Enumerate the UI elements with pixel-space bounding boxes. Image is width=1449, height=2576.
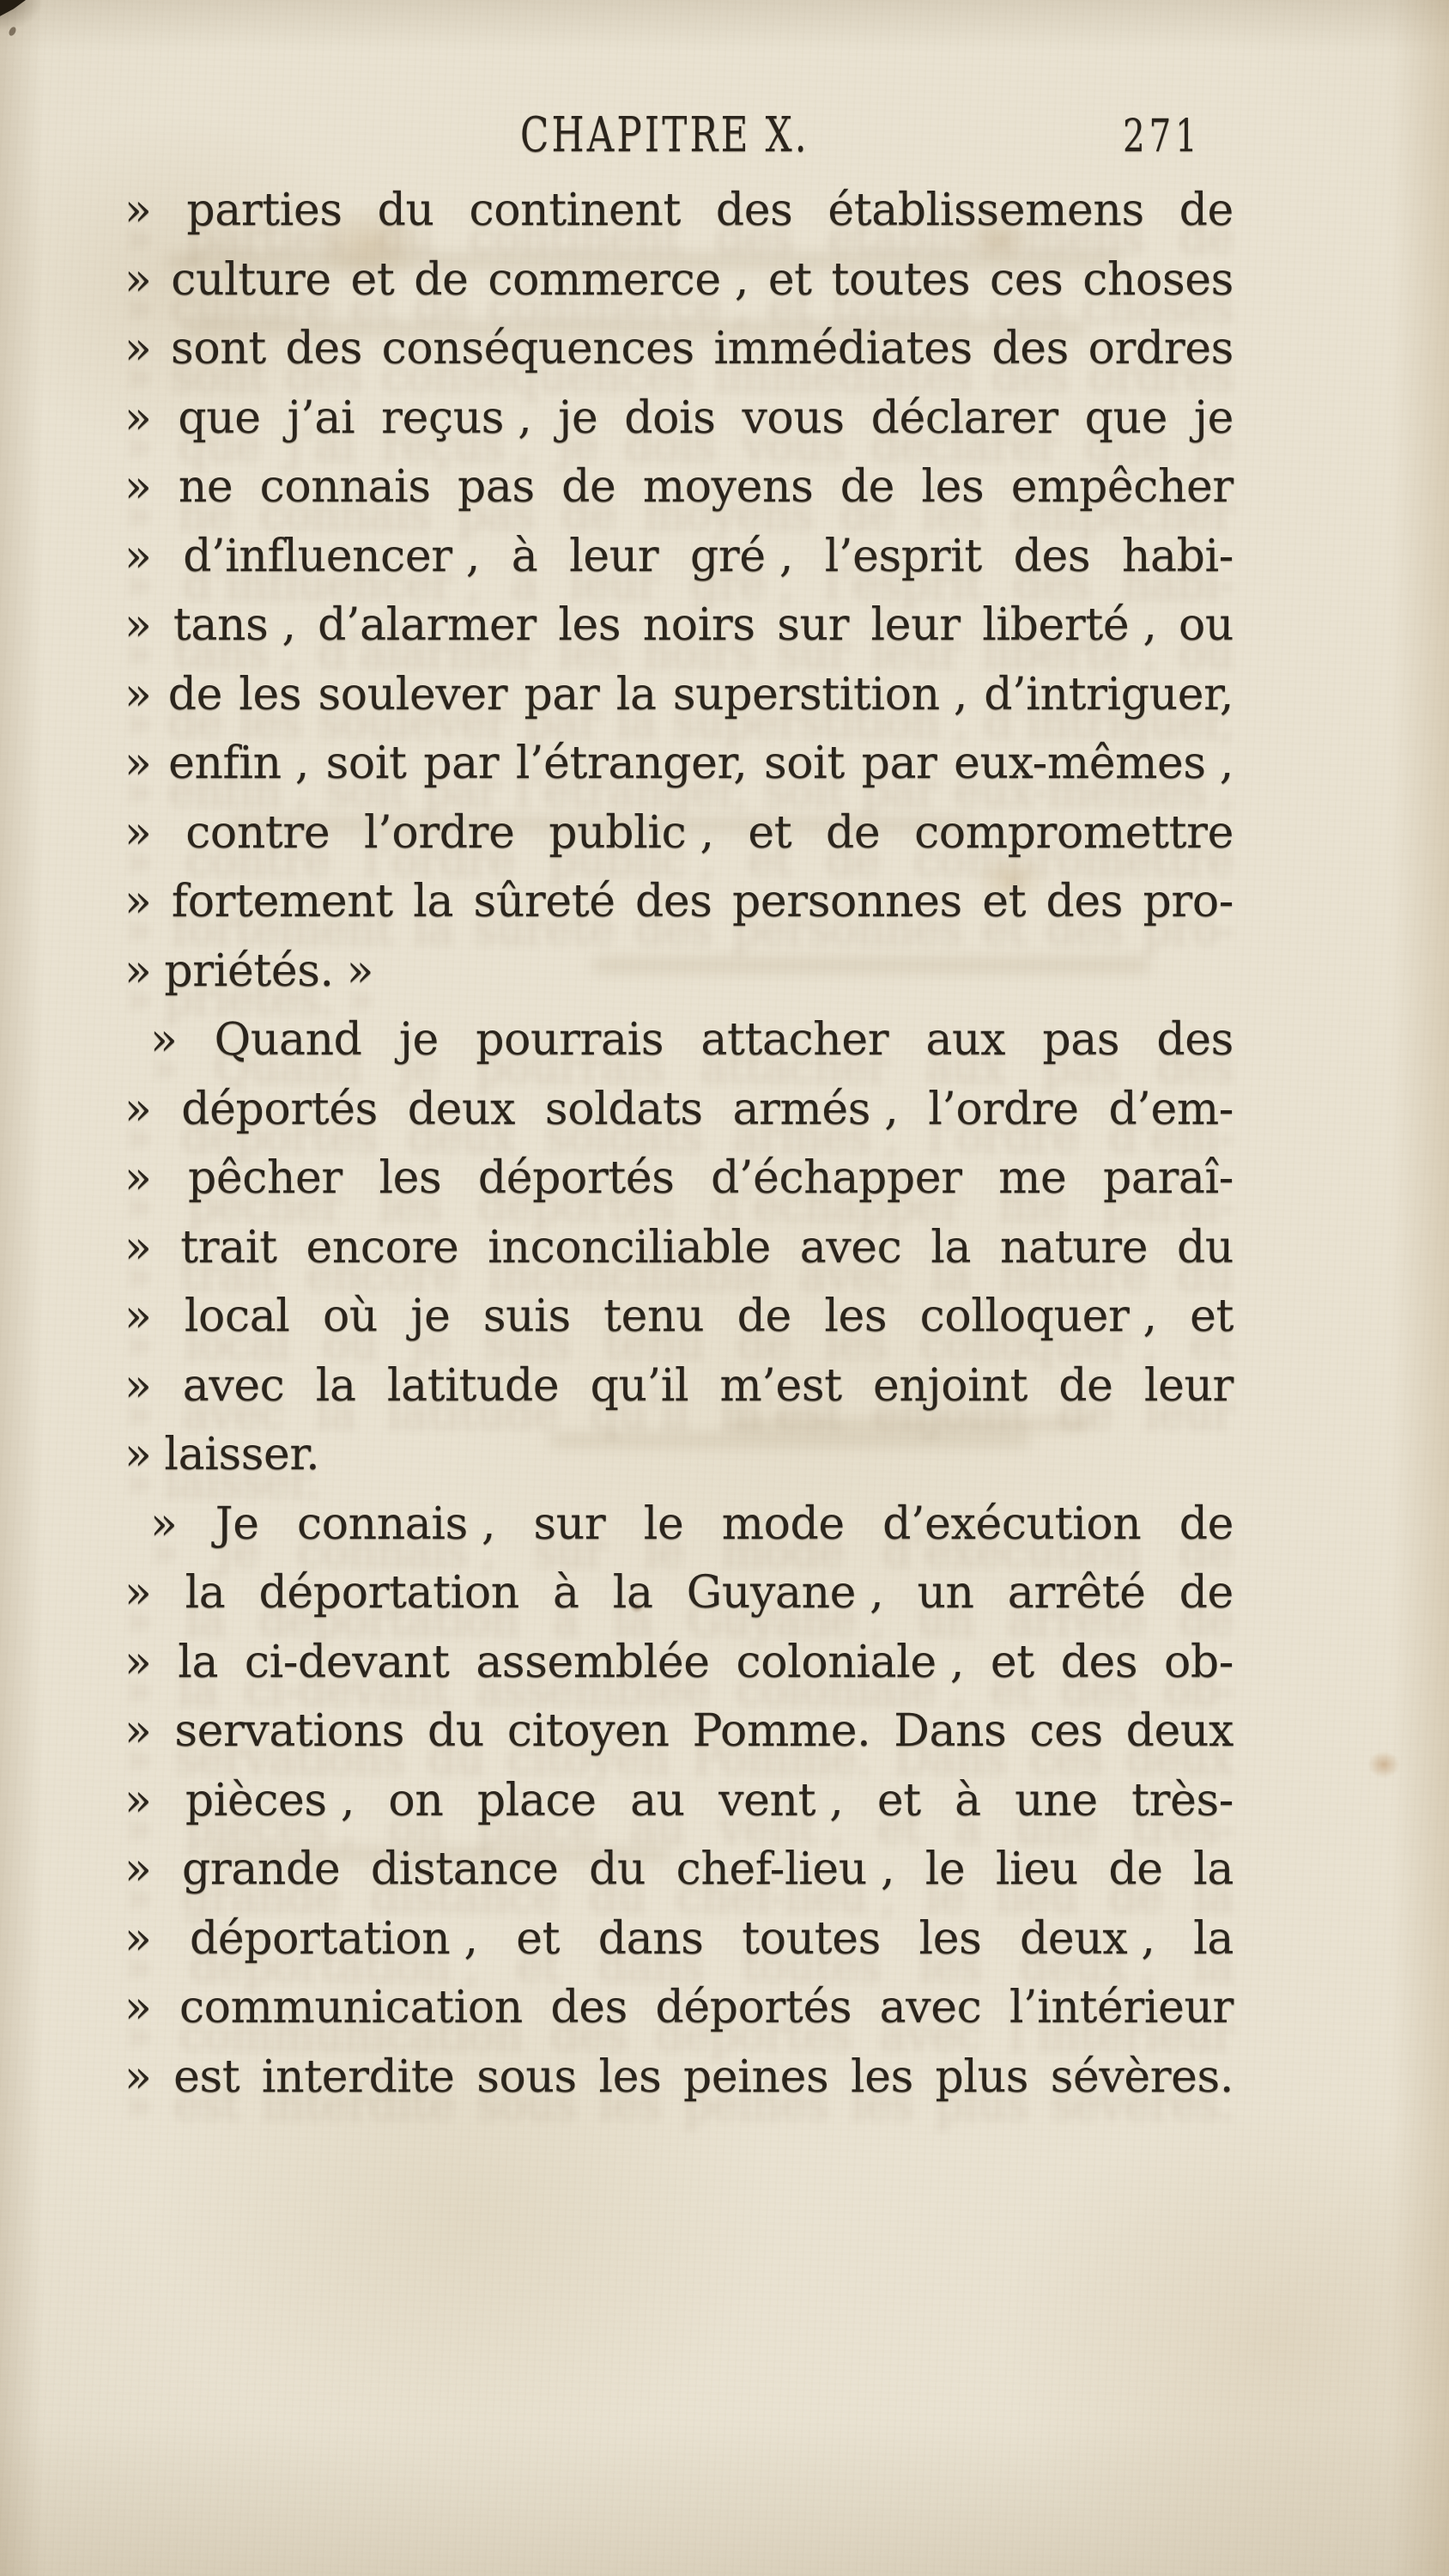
word: enjoint bbox=[873, 1359, 1028, 1412]
word: une bbox=[1015, 1774, 1098, 1826]
text-line bbox=[124, 729, 1234, 799]
word: toutes bbox=[742, 1912, 881, 1965]
text-line bbox=[124, 867, 1234, 937]
word: ci-devant bbox=[244, 1636, 450, 1688]
word: du bbox=[589, 1844, 646, 1895]
text-line bbox=[124, 314, 1234, 384]
word: parties bbox=[186, 185, 343, 236]
word: laisser. bbox=[164, 1429, 320, 1480]
word: leur bbox=[569, 530, 659, 582]
word: et bbox=[767, 253, 812, 306]
word: des bbox=[1060, 1636, 1138, 1688]
word: » bbox=[124, 1844, 152, 1895]
word: à bbox=[955, 1774, 981, 1826]
word: Guyane , bbox=[686, 1567, 884, 1619]
scan-corner-mark bbox=[0, 0, 27, 22]
word: très- bbox=[1131, 1774, 1234, 1826]
word: vous bbox=[742, 392, 845, 444]
word: toutes bbox=[831, 253, 971, 306]
word: de bbox=[840, 461, 895, 513]
word: » bbox=[124, 253, 152, 306]
word: à bbox=[553, 1567, 579, 1619]
word: liberté , bbox=[982, 599, 1157, 651]
word: les bbox=[824, 1291, 888, 1342]
word: où bbox=[322, 1291, 378, 1342]
word: et bbox=[876, 1774, 921, 1826]
word: déportés bbox=[181, 1083, 378, 1135]
word: empêcher bbox=[1010, 461, 1234, 513]
word: les bbox=[919, 1912, 982, 1965]
text-line bbox=[124, 1075, 1234, 1145]
word: grande bbox=[181, 1844, 341, 1895]
word: de bbox=[167, 668, 222, 720]
word: chef-lieu , bbox=[676, 1844, 895, 1895]
text-line bbox=[124, 1973, 1234, 2043]
word: connais bbox=[259, 461, 431, 513]
word: fortement bbox=[171, 876, 393, 927]
word: m’est bbox=[719, 1359, 842, 1412]
word: deux bbox=[407, 1083, 516, 1135]
word: » bbox=[150, 1014, 178, 1066]
word: la bbox=[1193, 1844, 1234, 1895]
word: » bbox=[124, 1705, 152, 1757]
word: les bbox=[598, 2050, 662, 2103]
word: des bbox=[1156, 1014, 1234, 1066]
word: priétés. bbox=[164, 945, 334, 997]
word: d’influencer , bbox=[183, 530, 480, 582]
word: on bbox=[388, 1774, 444, 1826]
word: le bbox=[643, 1498, 684, 1550]
word: immédiates bbox=[713, 323, 973, 374]
word: des bbox=[635, 876, 712, 927]
word: sévères. bbox=[1050, 2050, 1234, 2103]
text-line bbox=[124, 660, 1234, 730]
word: nature bbox=[1000, 1221, 1149, 1273]
word: ou bbox=[1179, 599, 1234, 651]
word: que bbox=[178, 392, 261, 444]
word: pas bbox=[1042, 1014, 1120, 1066]
word: tans , bbox=[173, 599, 296, 651]
word: je bbox=[558, 392, 598, 444]
word: trait bbox=[180, 1221, 277, 1273]
word: continent bbox=[469, 185, 681, 236]
word: sur bbox=[533, 1498, 606, 1550]
word: coloniale , bbox=[736, 1636, 965, 1688]
word: avec bbox=[879, 1982, 982, 2033]
word: l’ordre bbox=[364, 806, 515, 859]
word: sûreté bbox=[473, 876, 615, 927]
word: pêcher bbox=[187, 1152, 343, 1204]
word: distance bbox=[370, 1844, 559, 1895]
word: » bbox=[124, 668, 152, 720]
text-block bbox=[124, 176, 1234, 2111]
word: d’intriguer, bbox=[984, 668, 1234, 720]
word: l’étranger, bbox=[515, 738, 748, 789]
word: » bbox=[124, 1982, 152, 2033]
word: de bbox=[1179, 185, 1234, 236]
word: que bbox=[1084, 392, 1167, 444]
word: et bbox=[990, 1636, 1034, 1688]
word: choses bbox=[1082, 253, 1234, 306]
word: l’esprit bbox=[824, 530, 982, 582]
word: de bbox=[1058, 1359, 1113, 1412]
word: » bbox=[124, 1359, 152, 1412]
word: la bbox=[185, 1567, 226, 1619]
word: Quand bbox=[214, 1014, 362, 1066]
chapter-title: CHAPITRE X. bbox=[520, 107, 809, 163]
word: » bbox=[124, 392, 152, 444]
word: lieu bbox=[995, 1844, 1078, 1895]
word: gré , bbox=[690, 530, 794, 582]
word: et bbox=[350, 253, 395, 306]
word: » bbox=[124, 2050, 152, 2103]
text-line bbox=[124, 591, 1234, 660]
word: la bbox=[413, 876, 454, 927]
word: » bbox=[124, 876, 152, 927]
word: attacher bbox=[700, 1014, 889, 1066]
word: déportés bbox=[655, 1982, 852, 2033]
word: » bbox=[124, 945, 152, 997]
text-line bbox=[124, 1144, 1234, 1213]
text-line bbox=[124, 1005, 1234, 1075]
word: du bbox=[1177, 1221, 1234, 1273]
word: déclarer bbox=[870, 392, 1058, 444]
word: dans bbox=[597, 1912, 704, 1965]
word: la bbox=[931, 1221, 972, 1273]
word: les bbox=[921, 461, 985, 513]
word: de bbox=[414, 253, 469, 306]
word: superstition , bbox=[672, 668, 967, 720]
word: un bbox=[917, 1567, 974, 1619]
word: la bbox=[178, 1636, 219, 1688]
word: colloquer , bbox=[919, 1291, 1157, 1342]
word: et bbox=[748, 806, 792, 859]
word: habi- bbox=[1121, 530, 1234, 582]
text-line bbox=[124, 1282, 1234, 1352]
word: sont bbox=[171, 323, 266, 374]
word: » bbox=[124, 806, 152, 859]
word: les bbox=[558, 599, 621, 651]
word: et bbox=[516, 1912, 561, 1965]
word: soldats bbox=[544, 1083, 703, 1135]
word: de bbox=[1179, 1498, 1234, 1550]
word: contre bbox=[185, 806, 330, 859]
word: Pomme. bbox=[692, 1705, 871, 1757]
text-line bbox=[124, 176, 1234, 246]
word: public , bbox=[549, 806, 714, 859]
word: déportation bbox=[258, 1567, 519, 1619]
word: de bbox=[737, 1291, 791, 1342]
word: » bbox=[124, 738, 152, 789]
word: ordres bbox=[1088, 323, 1234, 374]
word: mode bbox=[721, 1498, 845, 1550]
word: soulever bbox=[318, 668, 508, 720]
word: sous bbox=[476, 2050, 577, 2103]
word: » bbox=[346, 945, 374, 997]
word: Je bbox=[215, 1498, 259, 1550]
word: par bbox=[861, 738, 937, 789]
text-line bbox=[124, 1490, 1234, 1559]
word: paraî- bbox=[1102, 1152, 1234, 1204]
word: leur bbox=[1143, 1359, 1234, 1412]
word: peines bbox=[683, 2050, 829, 2103]
word: » bbox=[124, 1152, 152, 1204]
word: » bbox=[124, 1912, 152, 1965]
text-line bbox=[124, 1352, 1234, 1421]
word: assemblée bbox=[476, 1636, 710, 1688]
word: d’échapper bbox=[711, 1152, 962, 1204]
word: les bbox=[850, 2050, 913, 2103]
word: » bbox=[124, 1636, 152, 1688]
word: plus bbox=[935, 2050, 1029, 2103]
word: deux bbox=[1125, 1705, 1234, 1757]
word: leur bbox=[870, 599, 961, 651]
word: pas bbox=[458, 461, 535, 513]
word: » bbox=[124, 599, 152, 651]
word: Dans bbox=[894, 1705, 1007, 1757]
word: des bbox=[1013, 530, 1091, 582]
word: enfin , bbox=[168, 738, 309, 789]
word: pièces , bbox=[185, 1774, 355, 1826]
word: » bbox=[124, 323, 152, 374]
word: citoyen bbox=[506, 1705, 670, 1757]
word: ne bbox=[178, 461, 233, 513]
word: » bbox=[124, 1291, 152, 1342]
word: d’exécution bbox=[882, 1498, 1142, 1550]
word: d’alarmer bbox=[318, 599, 537, 651]
word: moyens bbox=[642, 461, 814, 513]
page-number: 271 bbox=[1123, 111, 1202, 162]
word: pourrais bbox=[476, 1014, 664, 1066]
word: compromettre bbox=[914, 806, 1234, 859]
word: pro- bbox=[1143, 876, 1234, 927]
word: établissemens bbox=[828, 185, 1144, 236]
word: » bbox=[124, 530, 152, 582]
word: est bbox=[173, 2050, 240, 2103]
word: arrêté bbox=[1007, 1567, 1146, 1619]
word: d’em- bbox=[1108, 1083, 1234, 1135]
word: j’ai bbox=[287, 392, 355, 444]
word: place bbox=[476, 1774, 597, 1826]
word: de bbox=[1179, 1567, 1234, 1619]
word: avec bbox=[182, 1359, 285, 1412]
word: ces bbox=[1029, 1705, 1103, 1757]
word: les bbox=[379, 1152, 442, 1204]
text-line bbox=[124, 246, 1234, 315]
word: reçus , bbox=[381, 392, 532, 444]
word: des bbox=[285, 323, 362, 374]
word: avec bbox=[799, 1221, 902, 1273]
word: déportés bbox=[477, 1152, 675, 1204]
word: latitude bbox=[386, 1359, 560, 1412]
word: deux , bbox=[1019, 1912, 1155, 1965]
word: aux bbox=[925, 1014, 1006, 1066]
word: vent , bbox=[718, 1774, 844, 1826]
word: ob- bbox=[1163, 1636, 1234, 1688]
word: eux-mêmes , bbox=[954, 738, 1234, 789]
word: la bbox=[612, 1567, 653, 1619]
text-line bbox=[124, 1420, 1234, 1490]
word: » bbox=[150, 1498, 178, 1550]
word: ces bbox=[990, 253, 1064, 306]
word: personnes bbox=[732, 876, 962, 927]
word: l’intérieur bbox=[1009, 1982, 1234, 2033]
word: local bbox=[184, 1291, 290, 1342]
word: soit bbox=[763, 738, 845, 789]
word: des bbox=[550, 1982, 627, 2033]
word: » bbox=[124, 1567, 152, 1619]
word: » bbox=[124, 461, 152, 513]
word: encore bbox=[306, 1221, 459, 1273]
text-line bbox=[124, 384, 1234, 453]
word: les bbox=[239, 668, 302, 720]
word: par bbox=[524, 668, 600, 720]
scan-corner-fleck bbox=[8, 26, 17, 37]
text-line bbox=[124, 799, 1234, 868]
word: des bbox=[715, 185, 793, 236]
text-line bbox=[124, 522, 1234, 592]
word: et bbox=[1190, 1291, 1234, 1342]
word: des bbox=[1046, 876, 1124, 927]
word: connais , bbox=[296, 1498, 496, 1550]
word: armés , bbox=[732, 1083, 899, 1135]
text-line bbox=[124, 1835, 1234, 1905]
word: la bbox=[615, 668, 657, 720]
word: » bbox=[124, 1429, 152, 1480]
word: servations bbox=[174, 1705, 405, 1757]
word: le bbox=[925, 1844, 966, 1895]
word: la bbox=[1193, 1912, 1234, 1965]
text-line bbox=[124, 453, 1234, 522]
word: interdite bbox=[261, 2050, 455, 2103]
word: du bbox=[427, 1705, 484, 1757]
text-line bbox=[124, 1628, 1234, 1698]
word: je bbox=[410, 1291, 451, 1342]
word: » bbox=[124, 1774, 152, 1826]
text-line bbox=[124, 1213, 1234, 1283]
word: culture bbox=[171, 253, 331, 306]
word: me bbox=[998, 1152, 1067, 1204]
word: » bbox=[124, 185, 152, 236]
word: sur bbox=[777, 599, 850, 651]
word: par bbox=[423, 738, 500, 789]
word: de bbox=[1108, 1844, 1163, 1895]
text-line bbox=[124, 937, 1234, 1006]
word: et bbox=[982, 876, 1027, 927]
word: soit bbox=[325, 738, 407, 789]
word: de bbox=[561, 461, 616, 513]
word: à bbox=[511, 530, 538, 582]
text-line bbox=[124, 2043, 1234, 2112]
text-line bbox=[124, 1558, 1234, 1628]
text-line bbox=[124, 1697, 1234, 1766]
word: je bbox=[1193, 392, 1234, 444]
word: suis bbox=[482, 1291, 571, 1342]
word: inconciliable bbox=[488, 1221, 771, 1273]
word: » bbox=[124, 1221, 152, 1273]
word: je bbox=[398, 1014, 439, 1066]
word: communication bbox=[179, 1982, 523, 2033]
text-line bbox=[124, 1905, 1234, 1974]
word: de bbox=[826, 806, 881, 859]
word: la bbox=[315, 1359, 356, 1412]
word: du bbox=[377, 185, 434, 236]
word: au bbox=[630, 1774, 685, 1826]
word: commerce , bbox=[488, 253, 749, 306]
word: dois bbox=[624, 392, 716, 444]
word: l’ordre bbox=[928, 1083, 1079, 1135]
text-line bbox=[124, 1766, 1234, 1836]
word: des bbox=[991, 323, 1069, 374]
word: qu’il bbox=[590, 1359, 689, 1412]
word: conséquences bbox=[381, 323, 694, 374]
word: noirs bbox=[642, 599, 755, 651]
word: » bbox=[124, 1083, 152, 1135]
word: tenu bbox=[603, 1291, 705, 1342]
word: déportation , bbox=[190, 1912, 478, 1965]
